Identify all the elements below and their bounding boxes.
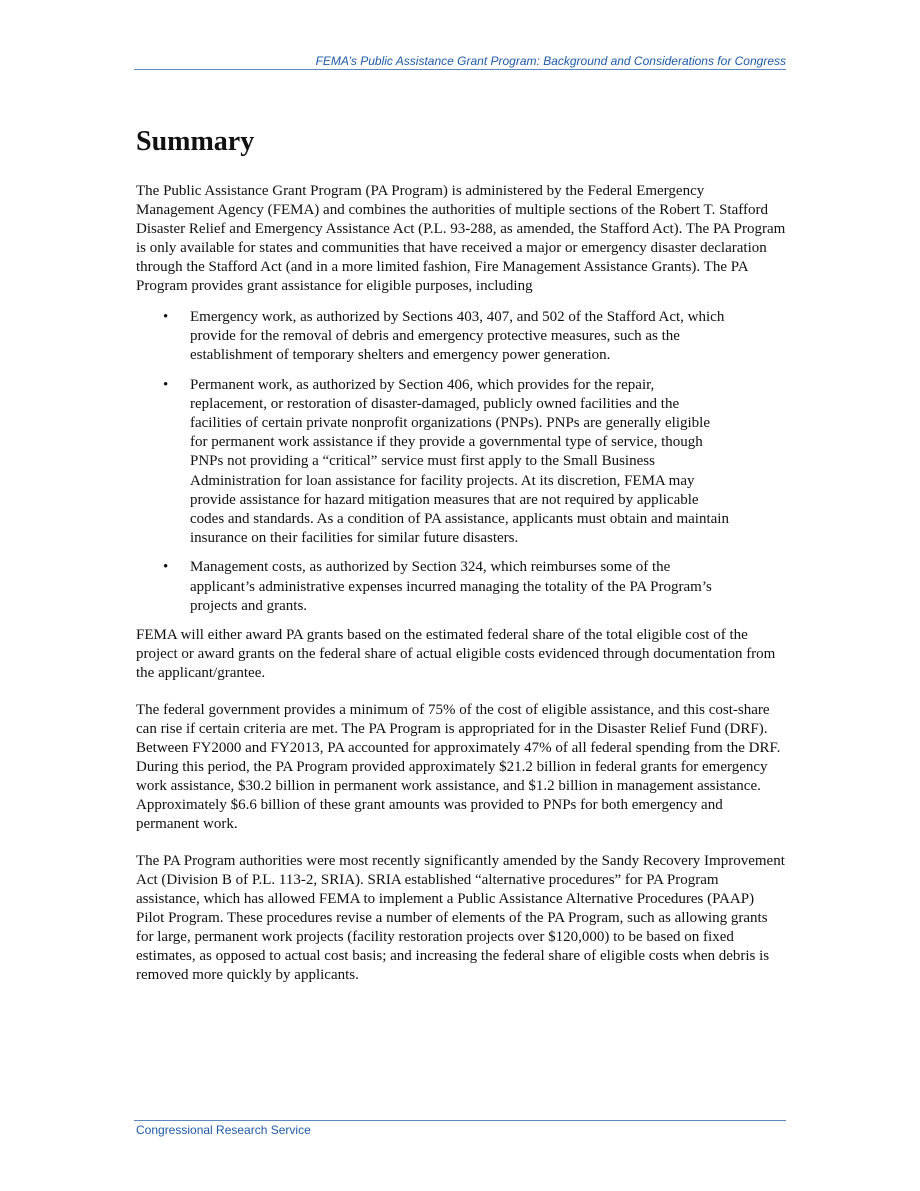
body-paragraph: FEMA will either award PA grants based on the estimated federal share of the total eligible cost of the project or award grants on the federal share of actual eligible costs evidenced through documentation from the applicant/grantee. — [136, 627, 776, 682]
bullet-icon: • — [163, 376, 169, 393]
body-paragraph: The federal government provides a minimum of 75% of the cost of eligible assistance, and this cost-share can rise if certain criteria are met. The PA Program is appropriated for in the Disaster Relief Fund (DRF). Between FY2000 and FY2013, PA accounted for approximately 47% of all federal spending from the DRF. During this period, the PA Program provided approximately $21.2 billion in federal grants for emergency work assistance, $30.2 billion in permanent work assistance, and $1.2 billion in management assistance. Approximately $6.6 billion of these grant amounts was provided to PNPs for both emergency and permanent work. — [136, 702, 781, 833]
body-paragraph: The PA Program authorities were most recently significantly amended by the Sandy Recovery Improvement Act (Division B of P.L. 113-2, SRIA). SRIA established “alternative procedures” for PA Program assistance, which has allowed FEMA to implement a Public Assistance Alternative Procedures (PAAP) Pilot Program. These procedures revise a number of elements of the PA Program, such as allowing grants for large, permanent work projects (facility restoration projects over $120,000) to be based on fixed estimates, as opposed to actual cost basis; and increasing the federal share of eligible costs when debris is removed more quickly by applicants. — [136, 853, 785, 984]
list-item-text: Permanent work, as authorized by Section 406, which provides for the repair, replacement, or restoration of disaster-damaged, publicly owned facilities and the facilities of certain private nonprofit organizations (PNPs). PNPs are generally eligible for permanent work assistance if they provide a governmental type of service, though PNPs not providing a “critical” service must first apply to the Small Business Administration for loan assistance for facility projects. At its discretion, FEMA may provide assistance for hazard mitigation measures that are not required by applicable codes and standards. As a condition of PA assistance, applicants must obtain and maintain insurance on their facilities for similar future disasters. — [190, 376, 729, 547]
list-item — [163, 558, 786, 616]
page-content — [136, 124, 786, 1003]
footer-divider — [134, 1120, 786, 1121]
header-divider — [134, 69, 786, 70]
list-item-text: Emergency work, as authorized by Sections 403, 407, and 502 of the Stafford Act, which provide for the removal of debris and emergency protective measures, such as the establishment of temporary shelters and emergency power generation. — [190, 309, 725, 364]
intro-paragraph: The Public Assistance Grant Program (PA Program) is administered by the Federal Emergency Management Agency (FEMA) and combines the authorities of multiple sections of the Robert T. Stafford Disaster Relief and Emergency Assistance Act (P.L. 93-288, as amended, the Stafford Act). The PA Program is only available for states and communities that have received a major or emergency disaster declaration through the Stafford Act (and in a more limited fashion, Fire Management Assistance Grants). The PA Program provides grant assistance for eligible purposes, including — [136, 183, 786, 294]
list-item — [163, 376, 786, 549]
list-item — [163, 308, 786, 366]
running-header-title: FEMA’s Public Assistance Grant Program: Background and Considerations for Congress — [315, 54, 786, 68]
footer-organization: Congressional Research Service — [136, 1123, 311, 1137]
bullet-icon: • — [163, 559, 169, 576]
page-title: Summary — [136, 126, 255, 157]
eligible-purposes-list — [136, 308, 786, 616]
list-item-text: Management costs, as authorized by Section 324, which reimburses some of the applicant’s administrative expenses incurred managing the totality of the PA Program’s projects and grants. — [190, 559, 712, 614]
bullet-icon: • — [163, 309, 169, 325]
